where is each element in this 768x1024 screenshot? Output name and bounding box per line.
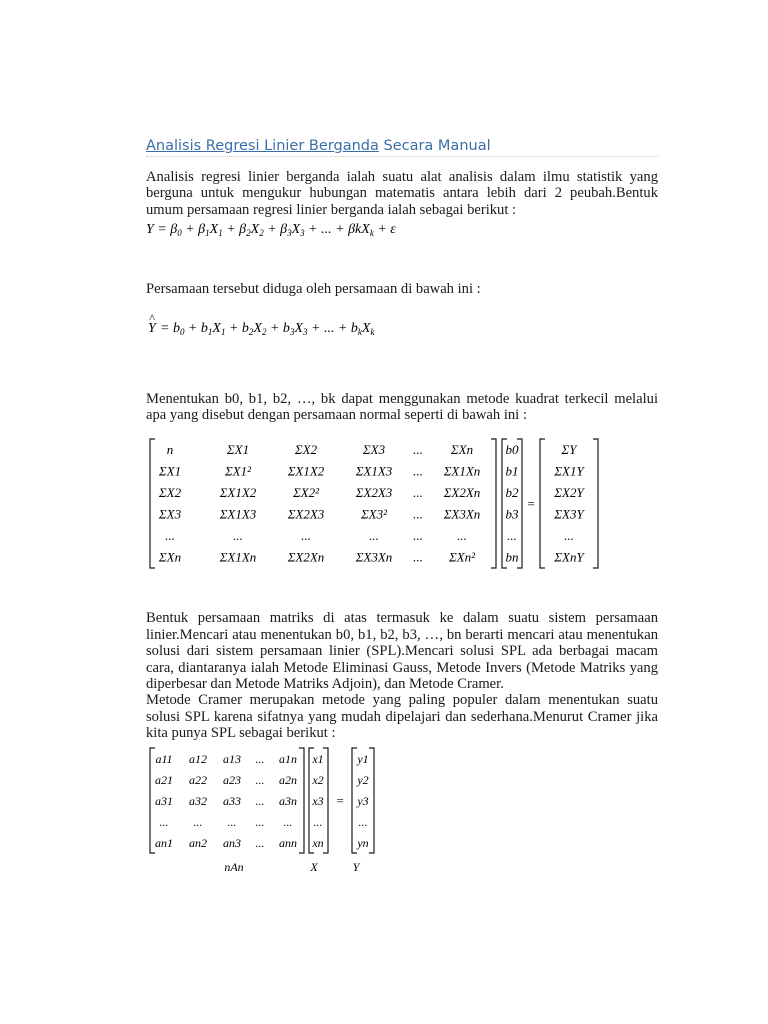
- equals-sign: =: [526, 496, 536, 512]
- estimate-formula-svg: [146, 313, 406, 339]
- coef-matrix-cell: ...: [227, 814, 237, 829]
- matrix-cell: ΣX2²: [292, 485, 320, 501]
- b-vector-cell: b0: [505, 442, 519, 458]
- matrix-cell: ΣX3Xn: [355, 549, 393, 565]
- article-title-rest: Secara Manual: [378, 138, 491, 154]
- coef-matrix-cell: a23: [223, 772, 241, 787]
- matrix-cell: ...: [413, 506, 423, 522]
- coef-matrix-cell: ...: [255, 814, 265, 829]
- matrix-cell: ...: [165, 528, 175, 544]
- y-vector-cell: y2: [357, 772, 369, 787]
- svg-text:Y: Y: [148, 320, 156, 336]
- x-vector-cell: ...: [313, 814, 323, 829]
- matrix-cell: ...: [233, 528, 243, 544]
- x-vector-cell: xn: [312, 835, 324, 850]
- y-vector-cell: y1: [357, 751, 369, 766]
- matrix-label-y: Y: [352, 859, 360, 872]
- matrix-cell: ...: [457, 528, 467, 544]
- matrix-cell: ΣX2: [158, 485, 182, 501]
- matrix-cell: ΣX3²: [360, 506, 388, 522]
- coef-matrix-cell: ...: [255, 835, 265, 850]
- paragraph-spl: Bentuk persamaan matriks di atas termasuk ke dalam suatu sistem persamaan linier.Mencari atau menentukan b0, b1, b2, b3, …, bn berarti mencari atau menentukan solusi dari sistem persamaan linier (SPL).Mencari solusi SPL ada berbagai macam cara, diantaranya ialah Metode Eliminasi Gauss, Metode Invers (Metode Matriks yang diperbesar dan Metode Matriks Adjoin), dan Metode Cramer.: [146, 610, 658, 693]
- matrix-cell: ΣXn: [158, 549, 182, 565]
- matrix-cell: ΣX1Xn: [219, 549, 257, 565]
- y-vector-cell: yn: [357, 835, 369, 850]
- least-squares-coefs: b0, b1, b2, …, bk: [224, 390, 336, 407]
- matrix-cell: ΣXn²: [448, 549, 476, 565]
- b-vector-cell: b1: [505, 463, 519, 479]
- article-title: [146, 138, 658, 157]
- normal-equation-matrix: [146, 433, 658, 569]
- matrix-cell: ΣX1: [158, 463, 182, 479]
- coef-matrix-cell: a11: [155, 751, 173, 766]
- paragraph-least-squares: [146, 391, 658, 424]
- x-vector-cell: x1: [312, 751, 324, 766]
- coef-matrix-cell: ...: [255, 793, 265, 808]
- matrix-cell: ...: [369, 528, 379, 544]
- cramer-matrix: [146, 742, 446, 872]
- x-vector-cell: x2: [312, 772, 324, 787]
- matrix-cell: ΣX1Xn: [443, 463, 481, 479]
- matrix-right-bracket: [491, 439, 496, 568]
- rhs-cell: ΣX3Y: [554, 506, 584, 522]
- svg-text:= b0 + b1X1 + b2X2 + b3X3 + ..: = $b_0 + b_1X_1 + b_2X_2 + b_3X_3$ + ... + $b_kX_k$: [160, 320, 375, 337]
- matrix-cell: ...: [413, 528, 423, 544]
- y-vector-right-bracket: [369, 748, 374, 853]
- coef-matrix-cell: ...: [193, 814, 203, 829]
- equals-sign: =: [335, 792, 345, 808]
- coef-matrix-cell: a12: [189, 751, 207, 766]
- svg-text:Y = β0 + β1X1 + β2X2 + β3X3 +: $Y = \beta_0 + \beta_1X_1 + \beta_2X_2 + \beta_3X_3$ + ... + βkX$_k$ + ε: [146, 222, 396, 239]
- matrix-cell: ΣX2Xn: [287, 549, 325, 565]
- coef-matrix-cell: ann: [279, 835, 297, 850]
- estimate-formula: [146, 313, 658, 344]
- matrix-cell: ΣX2: [294, 442, 318, 458]
- rhs-right-bracket: [593, 439, 598, 568]
- matrix-cell: ΣX1: [226, 442, 250, 458]
- matrix-label-a: nAn: [224, 859, 244, 872]
- coef-matrix-cell: a22: [189, 772, 207, 787]
- coef-matrix-cell: ...: [283, 814, 293, 829]
- matrix-cell: ΣX1X2: [219, 485, 257, 501]
- coef-matrix-cell: a21: [155, 772, 173, 787]
- regression-formula-svg: [146, 218, 446, 238]
- coef-matrix-cell: an2: [189, 835, 207, 850]
- matrix-cell: ΣXn: [450, 442, 474, 458]
- rhs-cell: ...: [564, 528, 574, 544]
- rhs-cell: ΣXnY: [554, 549, 584, 565]
- coef-matrix-cell: a3n: [279, 793, 297, 808]
- paragraph-cramer: Metode Cramer merupakan metode yang paling populer dalam menentukan suatu solusi SPL karena sifatnya yang mudah dipelajari dan sederhana.Menurut Cramer jika kita punya SPL sebagai berikut :: [146, 692, 658, 742]
- matrix-left-bracket: [150, 439, 155, 568]
- y-vector-left-bracket: [352, 748, 357, 853]
- b-vector-cell: bn: [505, 549, 519, 565]
- b-vector-cell: ...: [507, 528, 517, 544]
- b-vector-cell: b3: [505, 506, 519, 522]
- coef-matrix-cell: ...: [159, 814, 169, 829]
- matrix-cell: ΣX1X2: [287, 463, 325, 479]
- y-vector-cell: ...: [358, 814, 368, 829]
- paragraph-estimation: Persamaan tersebut diduga oleh persamaan di bawah ini :: [146, 281, 481, 298]
- coef-matrix-cell: a13: [223, 751, 241, 766]
- rhs-left-bracket: [540, 439, 545, 568]
- b-vector-cell: b2: [505, 485, 519, 501]
- y-vector-cell: y3: [357, 793, 369, 808]
- matrix-cell: ΣX2X3: [287, 506, 325, 522]
- document-body: [146, 138, 658, 877]
- coef-matrix-cell: an1: [155, 835, 173, 850]
- matrix-cell: ...: [413, 485, 423, 501]
- least-squares-suffix: dapat menggunakan metode kuadrat terkecil melalui apa yang disebut dengan persamaan normal seperti di bawah ini :: [146, 390, 659, 424]
- matrix-cell: ΣX3: [362, 442, 386, 458]
- matrix-cell: ΣX1X3: [219, 506, 257, 522]
- coef-matrix-cell: a31: [155, 793, 173, 808]
- x-vector-right-bracket: [323, 748, 328, 853]
- matrix-cell: ΣX3: [158, 506, 182, 522]
- svg-text:^: ^: [149, 312, 155, 325]
- regression-formula: [146, 218, 658, 243]
- rhs-cell: ΣY: [561, 442, 577, 458]
- matrix-cell: ...: [413, 463, 423, 479]
- matrix-cell: ...: [413, 442, 423, 458]
- coef-matrix-cell: ...: [255, 772, 265, 787]
- paragraph-intro: Analisis regresi linier berganda ialah suatu alat analisis dalam ilmu statistik yang berguna untuk mengukur hubungan matematis antara lebih dari 2 peubah.Bentuk umum persamaan regresi linier berganda ialah sebagai berikut :: [146, 169, 658, 218]
- x-vector-cell: x3: [312, 793, 324, 808]
- coef-matrix-cell: an3: [223, 835, 241, 850]
- matrix-cell: ...: [413, 549, 423, 565]
- coef-matrix-cell: a1n: [279, 751, 297, 766]
- matrix-cell: ΣX2Xn: [443, 485, 481, 501]
- least-squares-prefix: Menentukan: [146, 390, 225, 407]
- matrix-cell: ...: [301, 528, 311, 544]
- coef-matrix-cell: a2n: [279, 772, 297, 787]
- article-title-link[interactable]: Analisis Regresi Linier Berganda: [146, 138, 379, 154]
- matrix-cell: ΣX3Xn: [443, 506, 481, 522]
- matrix-cell: ΣX1X3: [355, 463, 393, 479]
- matrix-cell: n: [166, 442, 174, 458]
- rhs-cell: ΣX1Y: [554, 463, 584, 479]
- coef-matrix-cell: a33: [223, 793, 241, 808]
- coef-matrix-cell: ...: [255, 751, 265, 766]
- matrix-label-x: X: [310, 859, 318, 872]
- coef-matrix-cell: a32: [189, 793, 207, 808]
- rhs-cell: ΣX2Y: [554, 485, 584, 501]
- matrix-cell: ΣX2X3: [355, 485, 393, 501]
- coef-matrix-right-bracket: [299, 748, 304, 853]
- matrix-cell: ΣX1²: [224, 463, 252, 479]
